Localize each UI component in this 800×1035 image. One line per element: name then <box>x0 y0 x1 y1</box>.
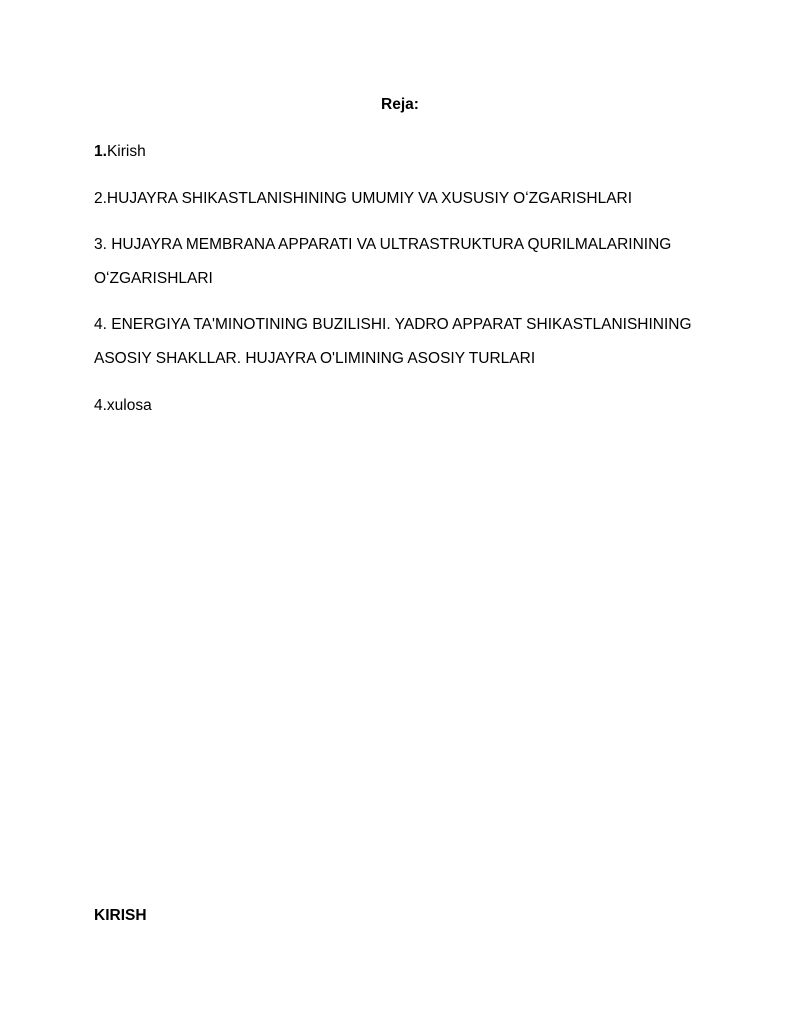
plan-item-3: 3. HUJAYRA MEMBRANA APPARATI VA ULTRASTRUKTURA QURILMALARINING OʻZGARISHLARI <box>94 236 672 287</box>
section-heading-intro: KIRISH <box>94 907 147 924</box>
plan-item-conclusion: 4.xulosa <box>94 397 152 414</box>
plan-item-2: 2.HUJAYRA SHIKASTLANISHINING UMUMIY VA XUSUSIY OʻZGARISHLARI <box>94 190 633 207</box>
plan-item-number: 1. <box>94 143 107 160</box>
plan-item-text: Kirish <box>106 143 146 160</box>
plan-item-intro <box>94 135 714 169</box>
plan-title: Reja: <box>381 96 419 113</box>
plan-item-4: 4. ENERGIYA TA'MINOTINING BUZILISHI. YADRO APPARAT SHIKASTLANISHINING ASOSIY SHAKLLAR. HUJAYRA O'LIMINING ASOSIY TURLARI <box>94 316 692 367</box>
